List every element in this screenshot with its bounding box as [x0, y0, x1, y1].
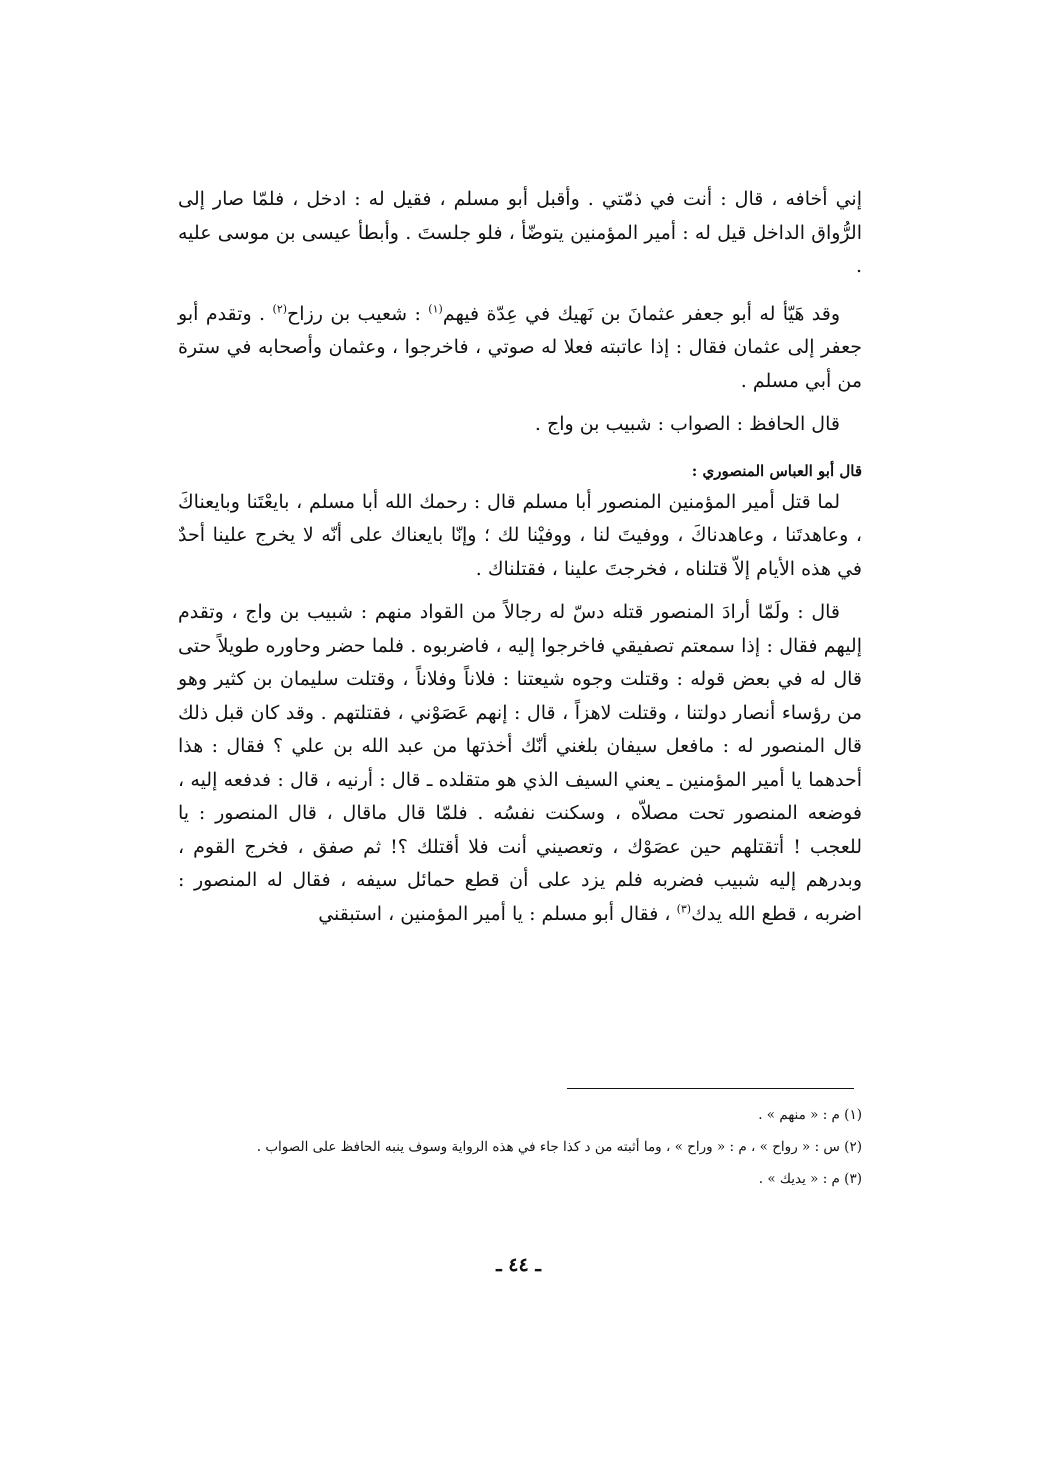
paragraph-5: [178, 596, 862, 931]
footnote-divider: [567, 1088, 854, 1089]
footnote-1: (١) م : « منهم » .: [758, 1107, 862, 1123]
footnote-3: (٣) م : « يديك » .: [758, 1171, 862, 1187]
paragraph-1: إني أخافه ، قال : أنت في ذمّتي . وأقبل أبو مسلم ، فقيل له : ادخل ، فلمّا صار إلى الرُّواق الداخل قيل له : أمير المؤمنين يتوضّأ ، فلو جلستَ . وأبطأ عيسى بن موسى عليه .: [178, 188, 862, 277]
paragraph-4: لما قتل أمير المؤمنين المنصور أبا مسلم قال : رحمك الله أبا مسلم ، بايعْتَنا وبايعناكَ ، وعاهدتَنا ، وعاهدناكَ ، ووفيتَ لنا ، ووفيْنا لك ؛ وإنّا بايعناك على أنّه لا يخرج علينا أحدٌ في هذه الأيام إلاّ قتلناه ، فخرجتَ علينا ، فقتلناك .: [178, 490, 862, 580]
footnotes: [180, 1102, 862, 1198]
paragraph-5-part-a: قال : ولَمّا أرادَ المنصور قتله دسّ له رجالاً من القواد منهم : شبيب بن واج ، وتقدم إليهم فقال : إذا سمعتم تصفيقي فاخرجوا إليه ، فاضربوه . فلما حضر وحاوره طويلاً حتى قال له في بعض قوله : وقتلت وجوه شيعتنا : فلاناً وفلاناً ، وقتلت سليمان بن كثير وهو من رؤساء أنصار دولتنا ، وقتلت لاهزاً ، قال : إنهم عَصَوْني ، فقتلتهم . وقد كان قبل ذلك قال المنصور له : مافعل سيفان بلغني أنّك أخذتها من عبد الله بن علي ؟ فقال : هذا أحدهما يا أمير المؤمنين ـ يعني السيف الذي هو متقلده ـ قال : أرنيه ، قال : فدفعه إليه ، فوضعه المنصور تحت مصلاّه ، وسكنت نفسُه . فلمّا قال ماقال ، قال المنصور : يا للعجب ! أتقتلهم حين عصَوْك ، وتعصيني أنت فلا أقتلك ؟! ثم صفق ، فخرج القوم ، وبدرهم إليه شبيب فضربه فلم يزد على أن قطع حمائل سيفه ، فقال له المنصور : اضربه ، قطع الله يدك: [178, 601, 862, 925]
page-number: ـ ٤٤ ـ: [496, 1254, 541, 1276]
paragraph-2: [178, 298, 862, 399]
paragraph-3: قال الحافظ : الصواب : شبيب بن واج .: [534, 413, 840, 435]
paragraph-2-part-a: وقد هَيّأ له أبو جعفر عثمانَ بن نَهيك في عِدّة فيهم: [442, 302, 840, 325]
paragraph-2-part-c: . وتقدم أبو جعفر إلى عثمان فقال : إذا عاتبته فعلا له صوتي ، فاخرجوا ، وعثمان وأصحابه في سترة من أبي مسلم .: [178, 302, 862, 392]
footnote-ref-1: (١): [428, 302, 443, 316]
paragraph-2-part-b: : شعيب بن رزاح: [287, 302, 429, 325]
footnote-ref-3: (٣): [676, 902, 692, 916]
section-heading: قال أبو العباس المنصوري :: [691, 461, 862, 480]
main-text: [178, 183, 862, 931]
footnote-ref-2: (٢): [272, 302, 288, 316]
paragraph-5-part-b: ، فقال أبو مسلم : يا أمير المؤمنين ، استبقني: [318, 902, 677, 925]
footnote-2: (٢) س : « رواح » ، م : « وراح » ، وما أثبته من د كذا جاء في هذه الرواية وسوف ينبه الحافظ على الصواب .: [256, 1139, 862, 1155]
